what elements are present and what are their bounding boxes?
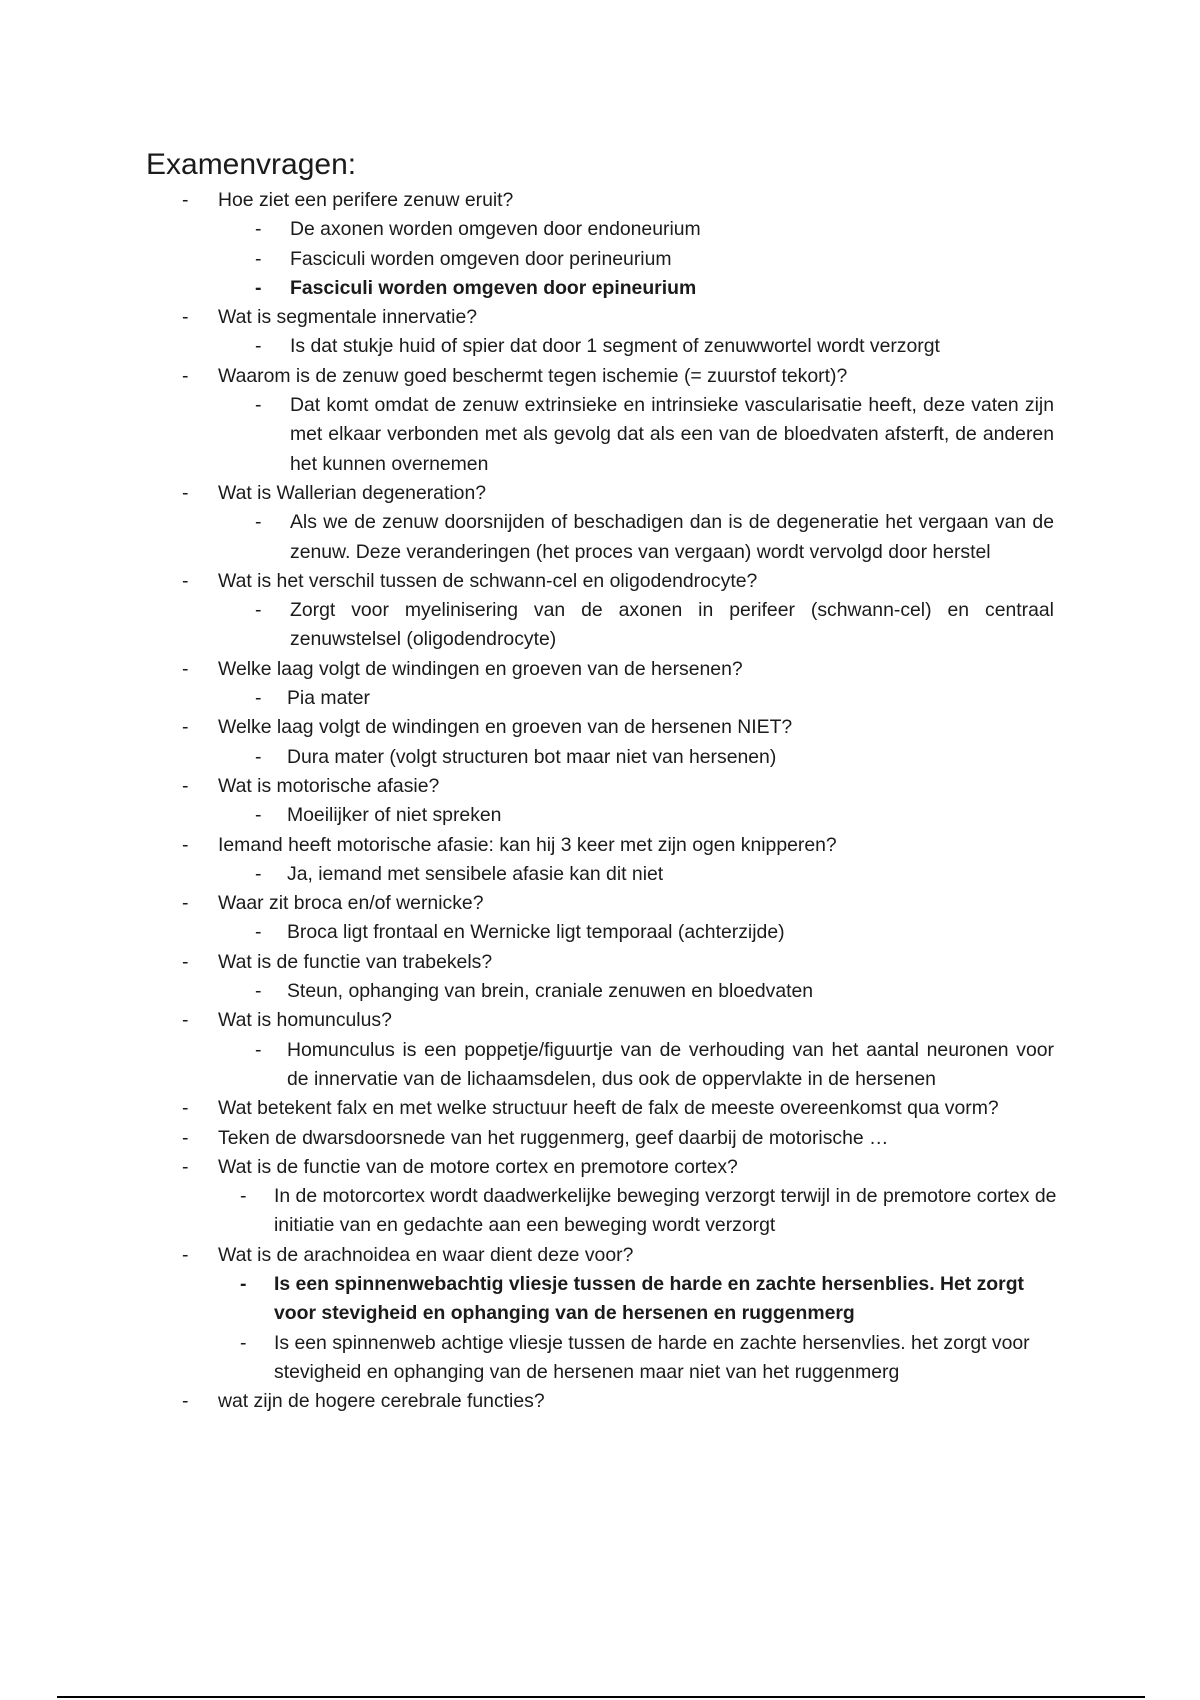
- bullet-dash: -: [240, 1272, 247, 1295]
- question-text: Welke laag volgt de windingen en groeven van de hersenen NIET?: [218, 716, 793, 739]
- footer-divider: [57, 1696, 1145, 1698]
- page-title: Examenvragen:: [146, 148, 357, 181]
- question-item: [0, 567, 1200, 596]
- question-text: Waarom is de zenuw goed beschermt tegen ischemie (= zuurstof tekort)?: [218, 364, 848, 387]
- answer-text: Broca ligt frontaal en Wernicke ligt temporaal (achterzijde): [287, 921, 785, 944]
- bullet-dash: -: [255, 687, 262, 710]
- answer-item: [0, 508, 1200, 567]
- bullet-dash: -: [182, 1390, 189, 1413]
- question-item: [0, 479, 1200, 508]
- bullet-dash: -: [255, 745, 262, 768]
- question-text: wat zijn de hogere cerebrale functies?: [218, 1390, 545, 1413]
- question-text: Waar zit broca en/of wernicke?: [218, 892, 484, 915]
- answer-text: Fasciculi worden omgeven door perineurium: [290, 247, 672, 270]
- answer-item: [0, 1270, 1200, 1329]
- answer-text: Fasciculi worden omgeven door epineurium: [290, 276, 697, 299]
- bullet-dash: -: [182, 1155, 189, 1178]
- answer-item: [0, 1036, 1200, 1095]
- answer-item: [0, 245, 1200, 274]
- question-item: [0, 1124, 1200, 1153]
- answer-item: [0, 1329, 1200, 1388]
- question-text: Wat betekent falx en met welke structuur heeft de falx de meeste overeenkomst qua vorm?: [218, 1097, 999, 1120]
- question-text: Wat is segmentale innervatie?: [218, 306, 478, 329]
- bullet-dash: -: [255, 511, 262, 534]
- question-item: [0, 1006, 1200, 1035]
- question-item: [0, 1387, 1200, 1416]
- answer-item: [0, 215, 1200, 244]
- bullet-dash: -: [255, 921, 262, 944]
- question-text: Wat is motorische afasie?: [218, 774, 440, 797]
- question-item: [0, 889, 1200, 918]
- answer-text: Dura mater (volgt structuren bot maar niet van hersenen): [287, 745, 777, 768]
- question-text: Wat is de arachnoidea en waar dient deze voor?: [218, 1243, 634, 1266]
- answer-item: [0, 860, 1200, 889]
- bullet-dash: -: [182, 1097, 189, 1120]
- bullet-dash: -: [182, 189, 189, 211]
- answer-text: De axonen worden omgeven door endoneurium: [290, 218, 701, 241]
- question-item: [0, 772, 1200, 801]
- answer-text: Moeilijker of niet spreken: [287, 804, 502, 827]
- question-text: Iemand heeft motorische afasie: kan hij 3 keer met zijn ogen knipperen?: [218, 833, 837, 856]
- bullet-dash: -: [182, 657, 189, 680]
- bullet-dash: -: [255, 862, 262, 885]
- bullet-dash: -: [182, 569, 189, 592]
- answer-item: [0, 977, 1200, 1006]
- bullet-dash: -: [182, 481, 189, 504]
- question-item: [0, 713, 1200, 742]
- bullet-dash: -: [182, 833, 189, 856]
- answer-text: Ja, iemand met sensibele afasie kan dit niet: [287, 862, 664, 885]
- bullet-dash: -: [240, 1331, 247, 1354]
- bullet-dash: -: [182, 1126, 189, 1149]
- answer-text: In de motorcortex wordt daadwerkelijke beweging verzorgt terwijl in de premotore cortex de initiatie van en gedachte aan een beweging wordt verzorgt: [274, 1185, 1057, 1237]
- question-text: Wat is de functie van trabekels?: [218, 950, 493, 973]
- answer-text: Steun, ophanging van brein, craniale zenuwen en bloedvaten: [287, 980, 814, 1003]
- bullet-dash: -: [182, 774, 189, 797]
- answer-text: Is een spinnenweb achtige vliesje tussen de harde en zachte hersenvlies. het zorgt voor stevigheid en ophanging van de hersenen maar niet van het ruggenmerg: [274, 1331, 1030, 1383]
- bullet-dash: -: [255, 599, 262, 622]
- question-text: Wat is Wallerian degeneration?: [218, 481, 487, 504]
- question-item: [0, 1241, 1200, 1270]
- answer-text: Pia mater: [287, 687, 370, 710]
- question-item: [0, 186, 1200, 215]
- answer-item: [0, 274, 1200, 303]
- answer-item: [0, 1182, 1200, 1241]
- bullet-dash: -: [255, 804, 262, 827]
- answer-item: [0, 743, 1200, 772]
- bullet-dash: -: [255, 394, 262, 417]
- question-item: [0, 655, 1200, 684]
- answer-item: [0, 684, 1200, 713]
- question-text: Wat is de functie van de motore cortex en premotore cortex?: [218, 1155, 738, 1178]
- question-item: [0, 1153, 1200, 1182]
- question-item: [0, 362, 1200, 391]
- bullet-dash: -: [182, 950, 189, 973]
- bullet-dash: -: [255, 276, 262, 299]
- bullet-dash: -: [255, 247, 262, 270]
- bullet-dash: -: [240, 1185, 247, 1208]
- answer-item: [0, 918, 1200, 947]
- bullet-dash: -: [182, 892, 189, 915]
- question-item: [0, 831, 1200, 860]
- bullet-dash: -: [182, 1009, 189, 1032]
- bullet-dash: -: [182, 364, 189, 387]
- question-list: [0, 186, 1200, 1416]
- answer-text: Homunculus is een poppetje/figuurtje van de verhouding van het aantal neuronen voor de innervatie van de lichaamsdelen, dus ook de oppervlakte in de hersenen: [287, 1038, 1054, 1090]
- question-text: Wat is homunculus?: [218, 1009, 392, 1032]
- question-item: [0, 303, 1200, 332]
- question-text: Hoe ziet een perifere zenuw eruit?: [218, 189, 514, 211]
- bullet-dash: -: [182, 306, 189, 329]
- answer-item: [0, 332, 1200, 361]
- question-item: [0, 948, 1200, 977]
- bullet-dash: -: [255, 980, 262, 1003]
- question-item: [0, 1094, 1200, 1123]
- answer-item: [0, 596, 1200, 655]
- bullet-dash: -: [255, 335, 262, 358]
- question-text: Wat is het verschil tussen de schwann-cel en oligodendrocyte?: [218, 569, 758, 592]
- answer-text: Als we de zenuw doorsnijden of beschadigen dan is de degeneratie het vergaan van de zenuw. Deze veranderingen (het proces van vergaan) wordt vervolgd door herstel: [290, 511, 1054, 563]
- question-text: Teken de dwarsdoorsnede van het ruggenmerg, geef daarbij de motorische …: [218, 1126, 889, 1149]
- question-text: Welke laag volgt de windingen en groeven van de hersenen?: [218, 657, 743, 680]
- answer-text: Zorgt voor myelinisering van de axonen in perifeer (schwann-cel) en centraal zenuwstelsel (oligodendrocyte): [290, 599, 1054, 651]
- answer-item: [0, 391, 1200, 479]
- answer-text: Is dat stukje huid of spier dat door 1 segment of zenuwwortel wordt verzorgt: [290, 335, 940, 358]
- answer-item: [0, 801, 1200, 830]
- answer-text: Dat komt omdat de zenuw extrinsieke en intrinsieke vascularisatie heeft, deze vaten zijn met elkaar verbonden met als gevolg dat als een van de bloedvaten afsterft, de anderen het kunnen overnemen: [290, 394, 1054, 475]
- bullet-dash: -: [182, 1243, 189, 1266]
- bullet-dash: -: [255, 1038, 262, 1061]
- bullet-dash: -: [182, 716, 189, 739]
- answer-text: Is een spinnenwebachtig vliesje tussen de harde en zachte hersenblies. Het zorgt voor stevigheid en ophanging van de hersenen en ruggenmerg: [274, 1272, 1024, 1325]
- bullet-dash: -: [255, 218, 262, 241]
